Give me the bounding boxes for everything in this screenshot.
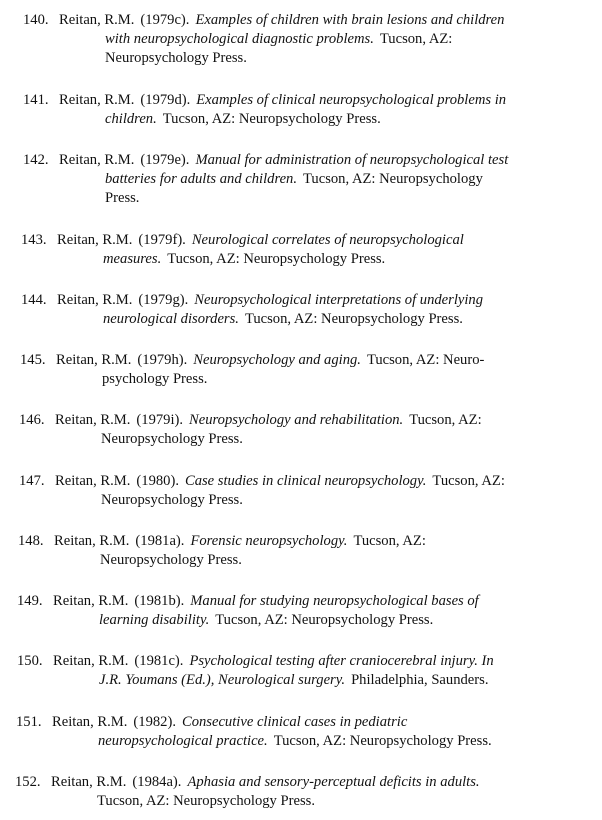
reference-title-continued: children.: [105, 111, 157, 127]
reference-author: Reitan, R.M.: [59, 92, 135, 108]
reference-entry: [15, 773, 480, 811]
reference-number: 144.: [21, 292, 47, 308]
reference-title: Examples of clinical neuropsychological problems in: [196, 92, 507, 108]
reference-publisher-continued: Neuropsychology Press.: [105, 50, 247, 66]
reference-number: 145.: [20, 352, 46, 368]
reference-author: Reitan, R.M.: [51, 774, 127, 790]
reference-number: 152.: [15, 774, 41, 790]
reference-title-continued: learning disability.: [99, 612, 210, 628]
reference-publisher-continued: Neuropsychology Press.: [101, 431, 243, 447]
reference-publisher: Tucson, AZ:: [353, 533, 426, 549]
reference-publisher: Tucson, AZ: Neuropsychology Press.: [215, 612, 434, 628]
reference-publisher: Tucson, AZ: Neuropsychology Press.: [244, 311, 463, 327]
reference-number: 147.: [19, 473, 45, 489]
reference-entry: [23, 151, 508, 208]
reference-year: (1979e).: [140, 152, 190, 168]
reference-title-continued: with neuropsychological diagnostic problems.: [105, 31, 374, 47]
reference-title-continued: measures.: [103, 251, 162, 267]
reference-title: Neuropsychology and aging.: [193, 352, 361, 368]
reference-publisher-continued: psychology Press.: [102, 371, 208, 387]
reference-author: Reitan, R.M.: [56, 352, 132, 368]
reference-title: Psychological testing after craniocerebral injury. In: [189, 653, 494, 669]
reference-title: Consecutive clinical cases in pediatric: [181, 714, 408, 730]
reference-title: Case studies in clinical neuropsychology.: [184, 473, 427, 489]
reference-publisher-continued: Neuropsychology Press.: [100, 552, 242, 568]
reference-title-continued: neuropsychological practice.: [98, 733, 268, 749]
reference-year: (1979g).: [138, 292, 189, 308]
reference-number: 146.: [19, 412, 45, 428]
reference-title-continued: J.R. Youmans (Ed.), Neurological surgery.: [99, 672, 346, 688]
reference-title: Forensic neuropsychology.: [190, 533, 348, 549]
reference-number: 149.: [17, 593, 43, 609]
reference-number: 140.: [23, 12, 49, 28]
reference-author: Reitan, R.M.: [57, 292, 133, 308]
reference-author: Reitan, R.M.: [59, 12, 135, 28]
reference-publisher: Tucson, AZ: Neuropsychology Press.: [273, 733, 492, 749]
reference-entry: [23, 11, 504, 68]
reference-publisher: Tucson, AZ:: [432, 473, 505, 489]
reference-year: (1979c).: [140, 12, 190, 28]
reference-title-continued: neurological disorders.: [103, 311, 239, 327]
reference-author: Reitan, R.M.: [54, 533, 130, 549]
reference-year: (1979h).: [137, 352, 188, 368]
reference-entry: [21, 231, 464, 269]
reference-author: Reitan, R.M.: [59, 152, 135, 168]
reference-year: (1979d).: [140, 92, 191, 108]
reference-entry: [21, 291, 483, 329]
reference-publisher: Tucson, AZ: Neuropsychology Press.: [167, 251, 386, 267]
reference-entry: [19, 472, 505, 510]
reference-number: 143.: [21, 232, 47, 248]
reference-year: (1981b).: [134, 593, 185, 609]
reference-author: Reitan, R.M.: [52, 714, 128, 730]
reference-number: 150.: [17, 653, 43, 669]
reference-year: (1979f).: [138, 232, 186, 248]
reference-publisher-continued: Press.: [105, 190, 140, 206]
reference-publisher: Tucson, AZ: Neuropsychology Press.: [97, 793, 315, 809]
reference-entry: [18, 532, 426, 570]
reference-title: Neuropsychology and rehabilitation.: [189, 412, 404, 428]
reference-year: (1981c).: [134, 653, 184, 669]
reference-entry: [20, 351, 484, 389]
reference-title: Neurological correlates of neuropsychological: [191, 232, 464, 248]
reference-entry: [23, 91, 506, 129]
reference-title: Examples of children with brain lesions and children: [195, 12, 505, 28]
reference-entry: [17, 592, 479, 630]
reference-title: Neuropsychological interpretations of underlying: [194, 292, 483, 308]
reference-author: Reitan, R.M.: [53, 653, 129, 669]
reference-publisher: Tucson, AZ: Neuro-: [366, 352, 485, 368]
reference-year: (1984a).: [132, 774, 182, 790]
reference-number: 151.: [16, 714, 42, 730]
reference-title: Manual for studying neuropsychological bases of: [190, 593, 479, 609]
reference-entry: [16, 713, 492, 751]
reference-publisher: Tucson, AZ: Neuropsychology: [303, 171, 483, 187]
reference-title-continued: batteries for adults and children.: [105, 171, 298, 187]
reference-publisher: Philadelphia, Saunders.: [351, 672, 489, 688]
reference-author: Reitan, R.M.: [53, 593, 129, 609]
reference-entry: [17, 652, 494, 690]
reference-title: Manual for administration of neuropsychological test: [195, 152, 509, 168]
reference-title: Aphasia and sensory-perceptual deficits in adults.: [187, 774, 480, 790]
reference-author: Reitan, R.M.: [55, 412, 131, 428]
reference-publisher-continued: Neuropsychology Press.: [101, 492, 243, 508]
reference-number: 148.: [18, 533, 44, 549]
reference-author: Reitan, R.M.: [55, 473, 131, 489]
reference-publisher: Tucson, AZ:: [379, 31, 453, 47]
reference-number: 141.: [23, 92, 49, 108]
reference-year: (1979i).: [136, 412, 184, 428]
reference-year: (1980).: [136, 473, 179, 489]
reference-author: Reitan, R.M.: [57, 232, 133, 248]
reference-publisher: Tucson, AZ:: [409, 412, 482, 428]
reference-entry: [19, 411, 482, 449]
reference-publisher: Tucson, AZ: Neuropsychology Press.: [162, 111, 381, 127]
reference-year: (1981a).: [135, 533, 185, 549]
reference-year: (1982).: [133, 714, 176, 730]
reference-number: 142.: [23, 152, 49, 168]
